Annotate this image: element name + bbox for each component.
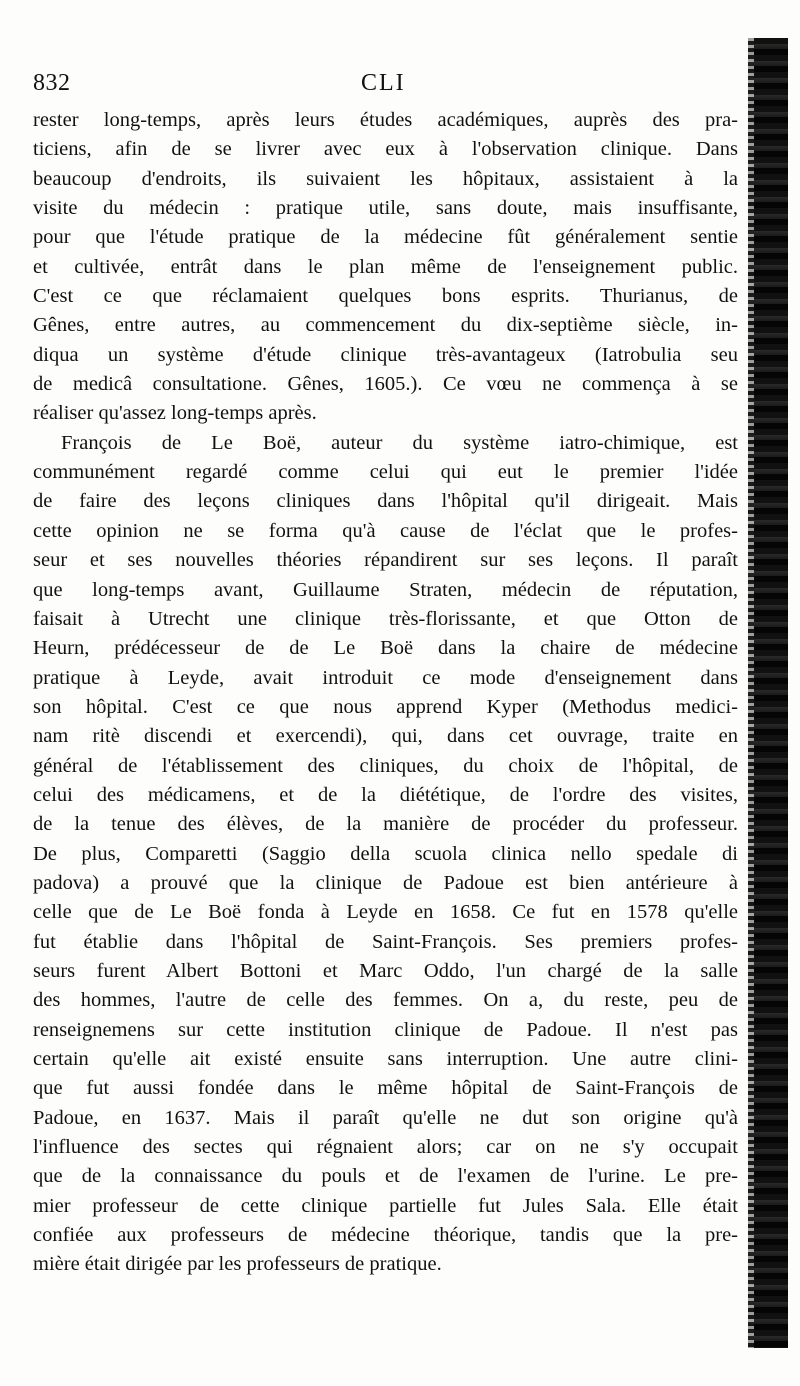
text-line: pratique à Leyde, avait introduit ce mode d'enseignement dans xyxy=(33,666,738,689)
text-line: faisait à Utrecht une clinique très-florissante, et que Otton de xyxy=(33,607,738,630)
text-line: visite du médecin : pratique utile, sans doute, mais insuffisante, xyxy=(33,197,738,220)
text-line: De plus, Comparetti (Saggio della scuola clinica nello spedale di xyxy=(33,842,738,865)
text-line: fut établie dans l'hôpital de Saint-François. Ses premiers profes- xyxy=(33,930,738,953)
text-line: communément regardé comme celui qui eut le premier l'idée xyxy=(33,461,738,484)
paragraph-list xyxy=(33,106,738,1280)
text-line: Padoue, en 1637. Mais il paraît qu'elle ne dut son origine qu'à xyxy=(33,1106,738,1129)
text-line: de la tenue des élèves, de la manière de procéder du professeur. xyxy=(33,813,738,836)
body-text xyxy=(33,106,738,1280)
page-number: 832 xyxy=(33,70,71,96)
text-line: padova) a prouvé que la clinique de Padoue est bien antérieure à xyxy=(33,871,738,894)
text-line: réaliser qu'assez long-temps après. xyxy=(33,402,317,425)
text-line: rester long-temps, après leurs études académiques, auprès des pra- xyxy=(33,109,738,131)
text-line: beaucoup d'endroits, ils suivaient les hôpitaux, assistaient à la xyxy=(33,167,738,190)
text-line: son hôpital. C'est ce que nous apprend Kyper (Methodus medici- xyxy=(33,695,738,718)
text-line: des hommes, l'autre de celle des femmes. On a, du reste, peu de xyxy=(33,989,738,1012)
text-line: confiée aux professeurs de médecine théorique, tandis que la pre- xyxy=(33,1224,738,1247)
text-line: et cultivée, entrât dans le plan même de l'enseignement public. xyxy=(33,255,738,278)
text-line: diqua un système d'étude clinique très-avantageux (Iatrobulia seu xyxy=(33,343,738,366)
text-line: que fut aussi fondée dans le même hôpital de Saint-François de xyxy=(33,1077,738,1100)
page-binding-edge xyxy=(748,38,788,1348)
paragraph xyxy=(33,106,738,429)
text-line: de medicâ consultatione. Gênes, 1605.). Ce vœu ne commença à se xyxy=(33,373,738,396)
running-head: CLI xyxy=(361,70,406,96)
text-line: C'est ce que réclamaient quelques bons esprits. Thurianus, de xyxy=(33,285,738,308)
paragraph xyxy=(33,429,738,1280)
text-line: pour que l'étude pratique de la médecine fût généralement sentie xyxy=(33,226,738,249)
text-line: ticiens, afin de se livrer avec eux à l'observation clinique. Dans xyxy=(33,138,738,161)
text-line: seur et ses nouvelles théories répandirent sur ses leçons. Il paraît xyxy=(33,549,738,572)
text-line: François de Le Boë, auteur du système iatro-chimique, est xyxy=(61,431,738,454)
text-line: cette opinion ne se forma qu'à cause de l'éclat que le profes- xyxy=(33,519,738,542)
text-line: que de la connaissance du pouls et de l'examen de l'urine. Le pre- xyxy=(33,1165,738,1188)
text-line: certain qu'elle ait existé ensuite sans interruption. Une autre clini- xyxy=(33,1048,738,1070)
text-line: Gênes, entre autres, au commencement du dix-septième siècle, in- xyxy=(33,314,738,337)
text-line: que long-temps avant, Guillaume Straten, médecin de réputation, xyxy=(33,578,738,601)
text-line: celui des médicamens, et de la diététique, de l'ordre des visites, xyxy=(33,783,738,806)
page-header xyxy=(33,70,733,100)
text-line: nam ritè discendi et exercendi), qui, dans cet ouvrage, traite en xyxy=(33,725,738,748)
text-line: mière était dirigée par les professeurs de pratique. xyxy=(33,1253,442,1276)
text-line: seurs furent Albert Bottoni et Marc Oddo, l'un chargé de la salle xyxy=(33,959,738,982)
text-line: renseignemens sur cette institution clinique de Padoue. Il n'est pas xyxy=(33,1018,738,1041)
text-line: général de l'établissement des cliniques, du choix de l'hôpital, de xyxy=(33,754,738,777)
text-line: de faire des leçons cliniques dans l'hôpital qu'il dirigeait. Mais xyxy=(33,490,738,513)
text-line: celle que de Le Boë fonda à Leyde en 1658. Ce fut en 1578 qu'elle xyxy=(33,901,738,924)
page-binding-shadow xyxy=(748,38,754,1348)
text-line: Heurn, prédécesseur de de Le Boë dans la chaire de médecine xyxy=(33,637,738,660)
text-line: l'influence des sectes qui régnaient alors; car on ne s'y occupait xyxy=(33,1136,738,1159)
text-line: mier professeur de cette clinique partielle fut Jules Sala. Elle était xyxy=(33,1194,738,1217)
